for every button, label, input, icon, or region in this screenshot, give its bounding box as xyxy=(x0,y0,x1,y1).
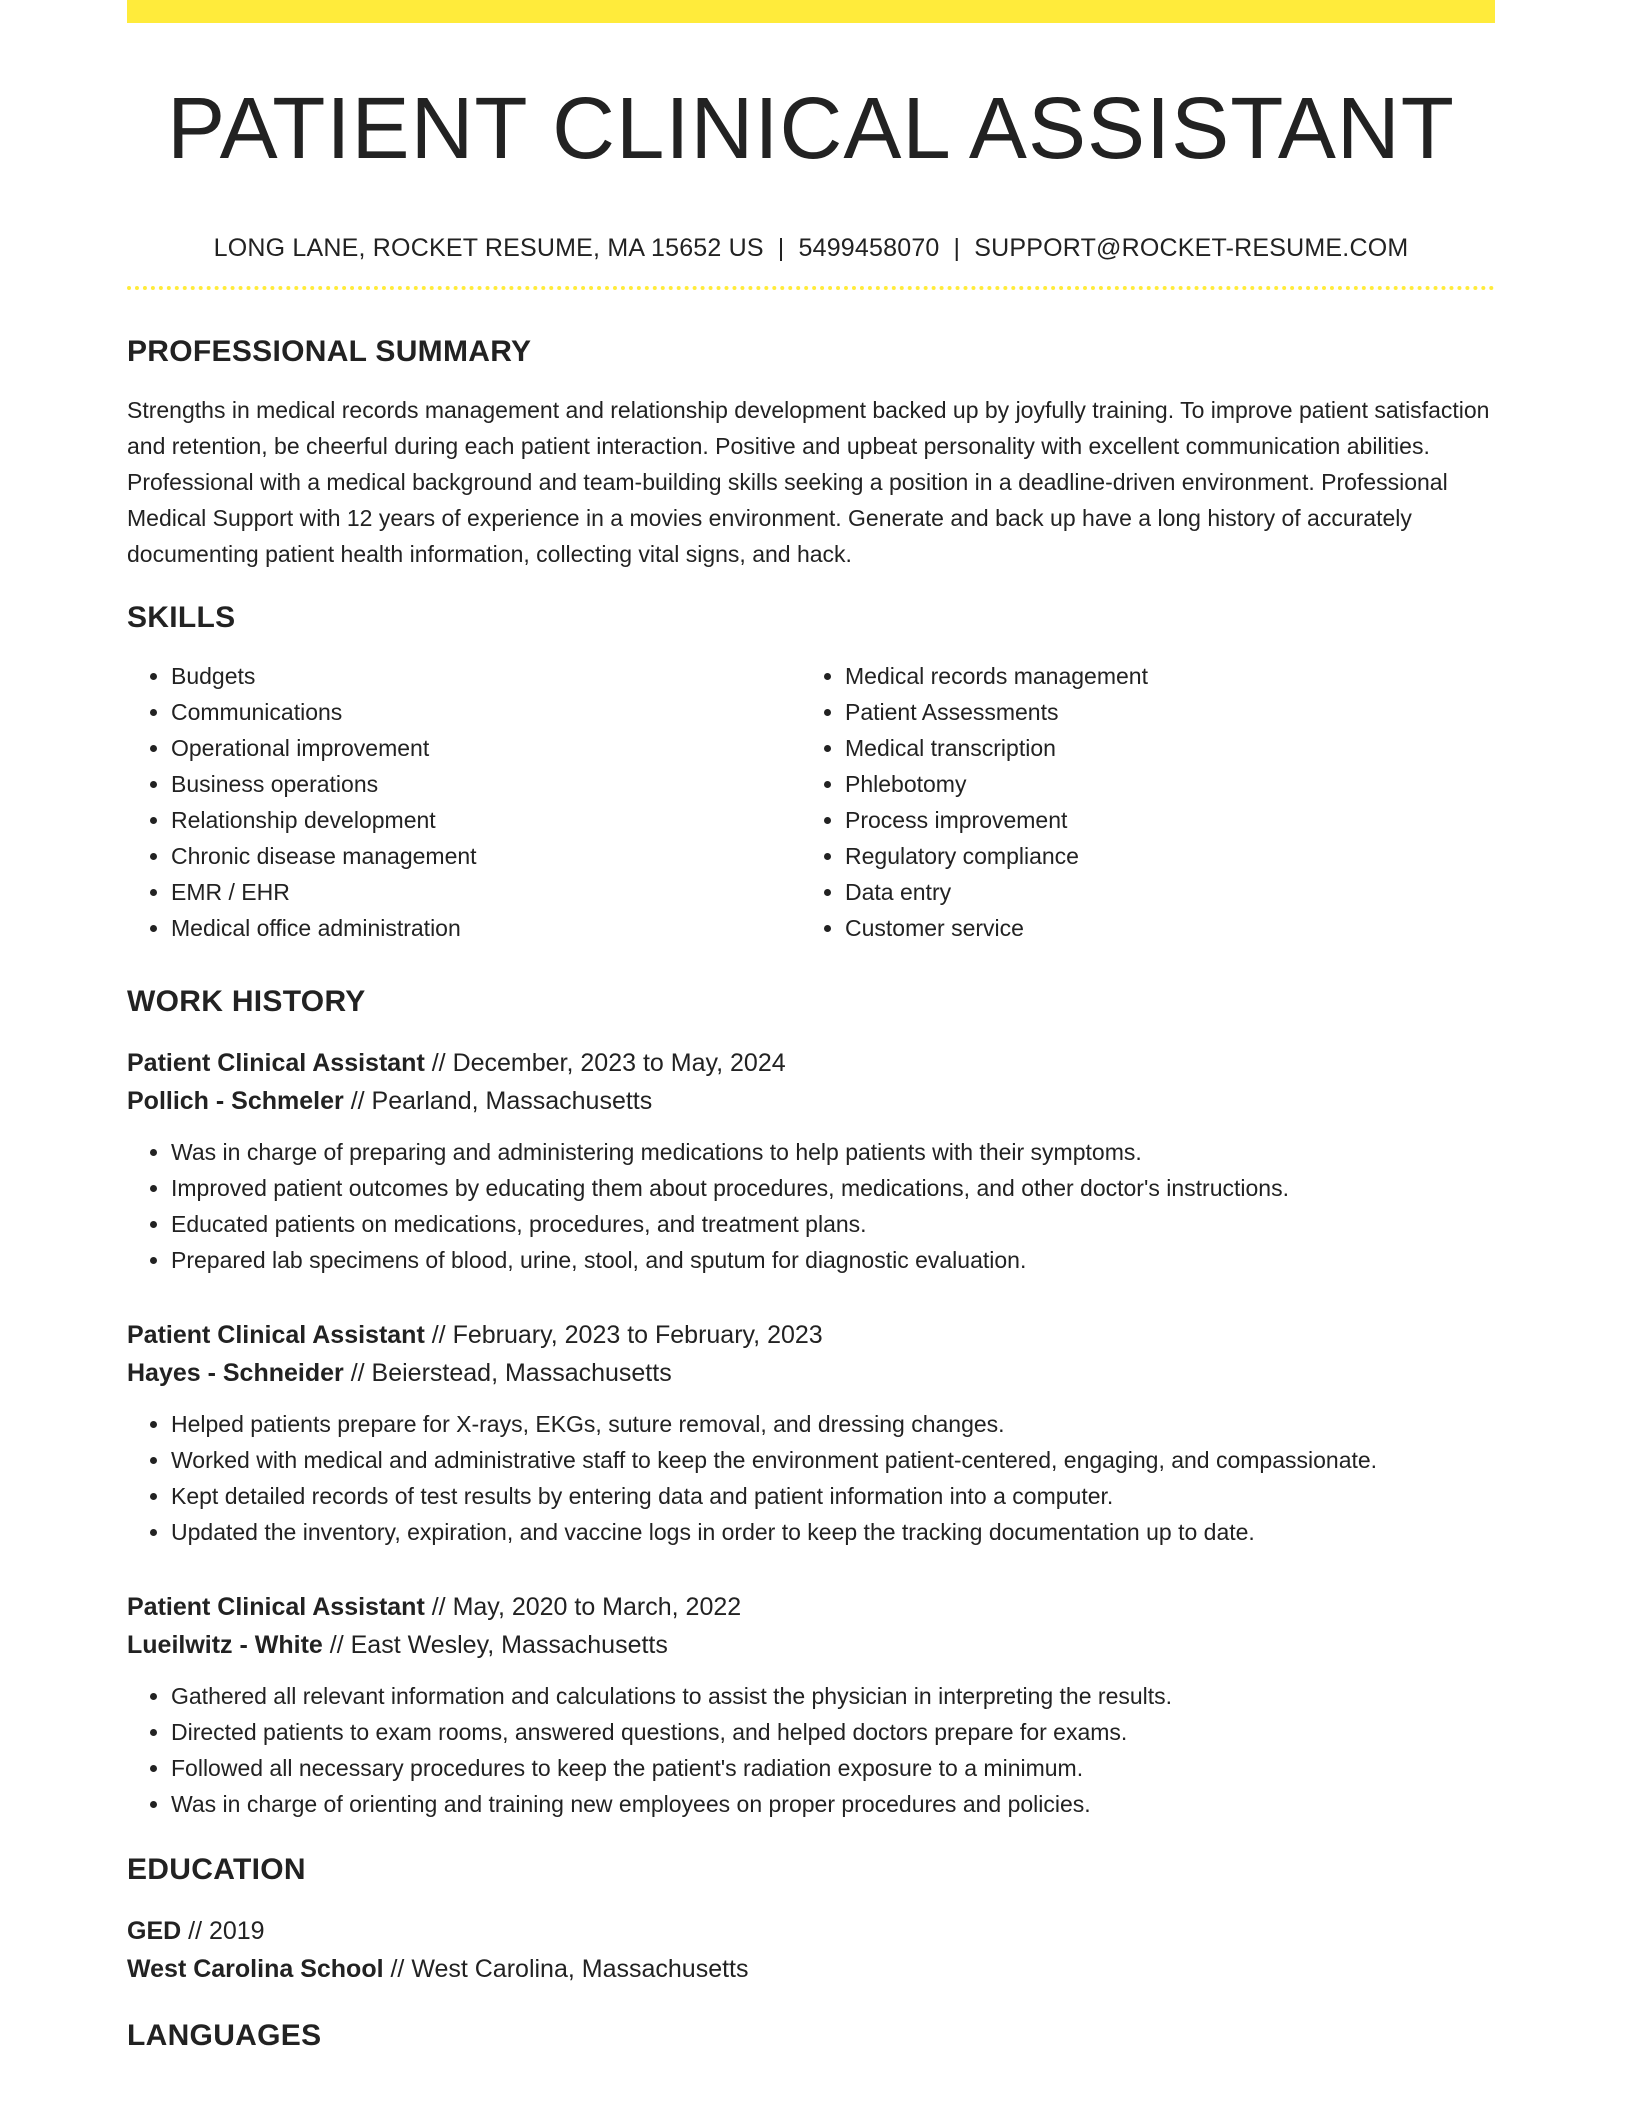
job-entry xyxy=(127,1044,1495,1278)
contact-line xyxy=(127,233,1495,263)
skill-item: • Patient Assessments xyxy=(845,694,1475,730)
job-dates: // May, 2020 to March, 2022 xyxy=(424,1593,742,1621)
job-location: // Pearland, Massachusetts xyxy=(343,1087,653,1115)
summary-text: Strengths in medical records management and relationship development backed up by joyfully training. To improve patient satisfaction and retention, be cheerful during each patient interaction. Positive and upbeat personality with excellent communication abilities. Professional with a medical background and team-building skills seeking a position in a deadline-driven environment. Professional Medical Support with 12 years of experience in a movies environment. Generate and back up have a long history of accurately documenting patient health information, collecting vital signs, and hack. xyxy=(127,397,1490,567)
education-entry xyxy=(127,1912,1495,1988)
job-company-line xyxy=(127,1626,1495,1664)
job-company: Hayes - Schneider xyxy=(127,1359,344,1387)
skill-item: • Regulatory compliance xyxy=(845,838,1475,874)
job-dates: // February, 2023 to February, 2023 xyxy=(424,1321,823,1349)
job-entry xyxy=(127,1316,1495,1550)
job-company-line xyxy=(127,1082,1495,1120)
education-school: West Carolina School xyxy=(127,1955,384,1983)
skill-item: • EMR / EHR xyxy=(171,874,801,910)
job-bullets xyxy=(127,1134,1495,1278)
skill-item: • Medical transcription xyxy=(845,730,1475,766)
skill-item: • Communications xyxy=(171,694,801,730)
accent-bar xyxy=(127,0,1495,23)
summary-heading: PROFESSIONAL SUMMARY xyxy=(127,335,532,368)
job-bullet: • Directed patients to exam rooms, answered questions, and helped doctors prepare for exams. xyxy=(171,1714,1495,1750)
skill-item: • Medical office administration xyxy=(171,910,801,946)
skill-item: • Chronic disease management xyxy=(171,838,801,874)
skills-column-left xyxy=(127,658,801,946)
job-bullet: • Educated patients on medications, procedures, and treatment plans. xyxy=(171,1206,1495,1242)
education-degree: GED xyxy=(127,1917,182,1945)
job-bullet: • Updated the inventory, expiration, and vaccine logs in order to keep the tracking documentation up to date. xyxy=(171,1514,1495,1550)
job-title-line xyxy=(127,1044,1495,1082)
job-bullet: • Improved patient outcomes by educating them about procedures, medications, and other doctor's instructions. xyxy=(171,1170,1495,1206)
job-role: Patient Clinical Assistant xyxy=(127,1593,425,1621)
job-role: Patient Clinical Assistant xyxy=(127,1321,425,1349)
contact-separator: | xyxy=(953,234,961,262)
job-bullets xyxy=(127,1406,1495,1550)
skills-heading: SKILLS xyxy=(127,601,236,634)
contact-email: SUPPORT@ROCKET-RESUME.COM xyxy=(974,234,1409,262)
job-bullet: • Gathered all relevant information and calculations to assist the physician in interpreting the results. xyxy=(171,1678,1495,1714)
skill-item: • Phlebotomy xyxy=(845,766,1475,802)
job-company: Pollich - Schmeler xyxy=(127,1087,344,1115)
job-role: Patient Clinical Assistant xyxy=(127,1049,425,1077)
education-location: // West Carolina, Massachusetts xyxy=(383,1955,749,1983)
job-bullets xyxy=(127,1678,1495,1822)
skills-grid xyxy=(127,658,1495,946)
skill-item: • Process improvement xyxy=(845,802,1475,838)
skill-item: • Budgets xyxy=(171,658,801,694)
languages-heading: LANGUAGES xyxy=(127,2019,322,2052)
job-bullet: • Was in charge of preparing and administering medications to help patients with their symptoms. xyxy=(171,1134,1495,1170)
job-bullet: • Helped patients prepare for X-rays, EKGs, suture removal, and dressing changes. xyxy=(171,1406,1495,1442)
job-bullet: • Was in charge of orienting and training new employees on proper procedures and policies. xyxy=(171,1786,1495,1822)
job-company-line xyxy=(127,1354,1495,1392)
job-location: // East Wesley, Massachusetts xyxy=(322,1631,668,1659)
skill-item: • Data entry xyxy=(845,874,1475,910)
education-heading: EDUCATION xyxy=(127,1853,306,1886)
education-school-line xyxy=(127,1950,1495,1988)
job-location: // Beierstead, Massachusetts xyxy=(343,1359,672,1387)
job-bullet: • Kept detailed records of test results by entering data and patient information into a computer. xyxy=(171,1478,1495,1514)
job-title-line xyxy=(127,1316,1495,1354)
skill-item: • Business operations xyxy=(171,766,801,802)
education-degree-line xyxy=(127,1912,1495,1950)
resume-page xyxy=(127,0,1495,2054)
job-company: Lueilwitz - White xyxy=(127,1631,323,1659)
candidate-name: PATIENT CLINICAL ASSISTANT xyxy=(167,80,1455,177)
job-dates: // December, 2023 to May, 2024 xyxy=(424,1049,786,1077)
skill-item: • Customer service xyxy=(845,910,1475,946)
contact-address: LONG LANE, ROCKET RESUME, MA 15652 US xyxy=(213,234,764,262)
work-history-heading: WORK HISTORY xyxy=(127,985,366,1018)
job-title-line xyxy=(127,1588,1495,1626)
skills-column-right xyxy=(801,658,1475,946)
job-bullet: • Worked with medical and administrative staff to keep the environment patient-centered, engaging, and compassionate. xyxy=(171,1442,1495,1478)
skill-item: • Operational improvement xyxy=(171,730,801,766)
contact-phone: 5499458070 xyxy=(798,234,940,262)
header-divider xyxy=(127,286,1495,290)
job-entry xyxy=(127,1588,1495,1822)
job-bullet: • Followed all necessary procedures to keep the patient's radiation exposure to a minimum. xyxy=(171,1750,1495,1786)
job-bullet: • Prepared lab specimens of blood, urine, stool, and sputum for diagnostic evaluation. xyxy=(171,1242,1495,1278)
contact-separator: | xyxy=(777,234,785,262)
skill-item: • Medical records management xyxy=(845,658,1475,694)
skill-item: • Relationship development xyxy=(171,802,801,838)
education-year: // 2019 xyxy=(181,1917,265,1945)
